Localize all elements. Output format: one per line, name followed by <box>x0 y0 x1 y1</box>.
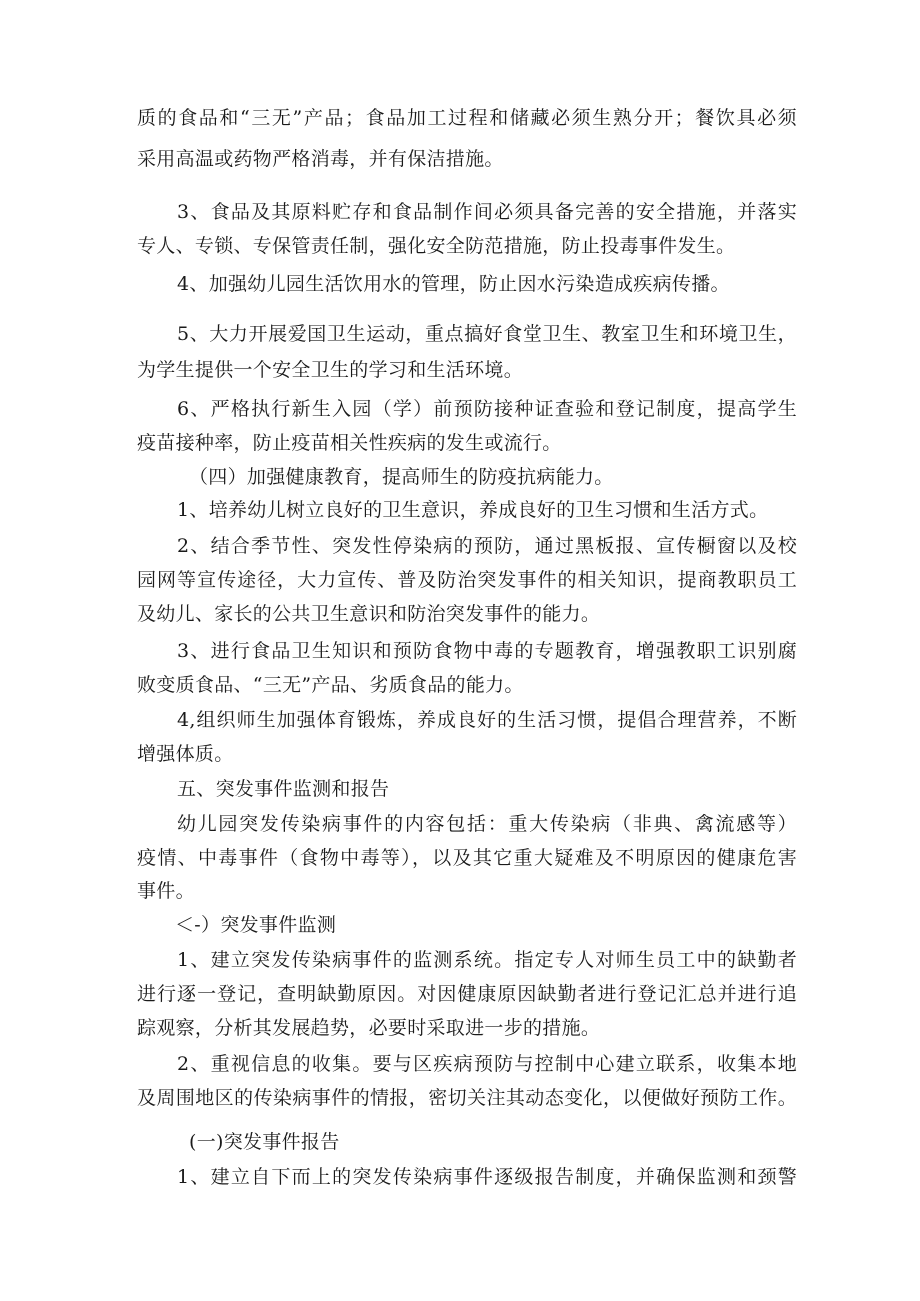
text-line: 1、培养幼儿树立良好的卫生意识，养成良好的卫生习惯和生活方式。 <box>177 499 769 521</box>
text-line: 败变质食品、“三无”产品、劣质食品的能力。 <box>137 674 524 696</box>
text-line: 踪观察，分析其发展趋势，必要时采取进一步的措施。 <box>137 1017 601 1039</box>
section-heading: ＜-）突发事件监测 <box>175 914 337 936</box>
text-line: 4、加强幼儿园生活饮用水的管理，防止因水污染造成疾病传播。 <box>177 273 730 295</box>
section-heading: (一)突发事件报告 <box>189 1131 340 1153</box>
text-line: 6、严格执行新生入园（学）前预防接种证查验和登记制度，提高学生 <box>177 398 797 420</box>
text-line: 进行逐一登记，查明缺勤原因。对因健康原因缺勤者进行登记汇总并进行追 <box>137 983 797 1005</box>
text-line: 5、大力开展爱国卫生运动，重点搞好食堂卫生、教室卫生和环境卫生， <box>177 323 797 345</box>
text-line: 及周围地区的传染病事件的情报，密切关注其动态变化，以便做好预防工作。 <box>137 1087 797 1109</box>
text-line: 1、建立突发传染病事件的监测系统。指定专人对师生员工中的缺勤者 <box>177 949 797 971</box>
text-line: 疫情、中毒事件（食物中毒等），以及其它重大疑难及不明原因的健康危害 <box>137 847 797 869</box>
text-line: 为学生提供一个安全卫生的学习和生活环境。 <box>137 359 524 381</box>
text-line: 及幼儿、家长的公共卫生意识和防治突发事件的能力。 <box>137 603 601 625</box>
text-line: 2、重视信息的收集。要与区疾病预防与控制中心建立联系，收集本地 <box>177 1053 797 1075</box>
text-line: 园网等宣传途径，大力宣传、普及防治突发事件的相关知识，提商教职员工 <box>137 569 797 591</box>
text-line: 幼儿园突发传染病事件的内容包括：重大传染病（非典、禽流感等） <box>177 813 797 835</box>
text-line: 4,组织师生加强体育锻炼，养成良好的生活习惯，提倡合理营养，不断 <box>177 709 797 731</box>
text-line: 3、进行食品卫生知识和预防食物中毒的专题教育，增强教职工识别腐 <box>177 640 797 662</box>
text-line: 2、结合季节性、突发性停染病的预防，通过黑板报、宣传橱窗以及校 <box>177 535 797 557</box>
section-heading: 五、突发事件监测和报告 <box>177 778 390 800</box>
text-line: 专人、专锁、专保管责任制，强化安全防范措施，防止投毒事件发生。 <box>137 235 736 257</box>
text-line: 3、食品及其原料贮存和食品制作间必须具备完善的安全措施，并落实 <box>177 201 797 223</box>
text-line: 疫苗接种率，防止疫苗相关性疾病的发生或流行。 <box>137 432 562 454</box>
text-line: 1、建立自下而上的突发传染病事件逐级报告制度，并确保监测和颈警 <box>177 1166 797 1188</box>
text-line: 质的食品和“三无”产品；食品加工过程和储藏必须生熟分开；餐饮具必须 <box>137 107 797 129</box>
text-line: 增强体质。 <box>137 743 234 765</box>
text-line: 采用高温或药物严格消毒，并有保洁措施。 <box>137 148 504 170</box>
section-heading: （四）加强健康教育，提高师生的防疫抗病能力。 <box>189 466 614 488</box>
text-line: 事件。 <box>137 880 195 902</box>
